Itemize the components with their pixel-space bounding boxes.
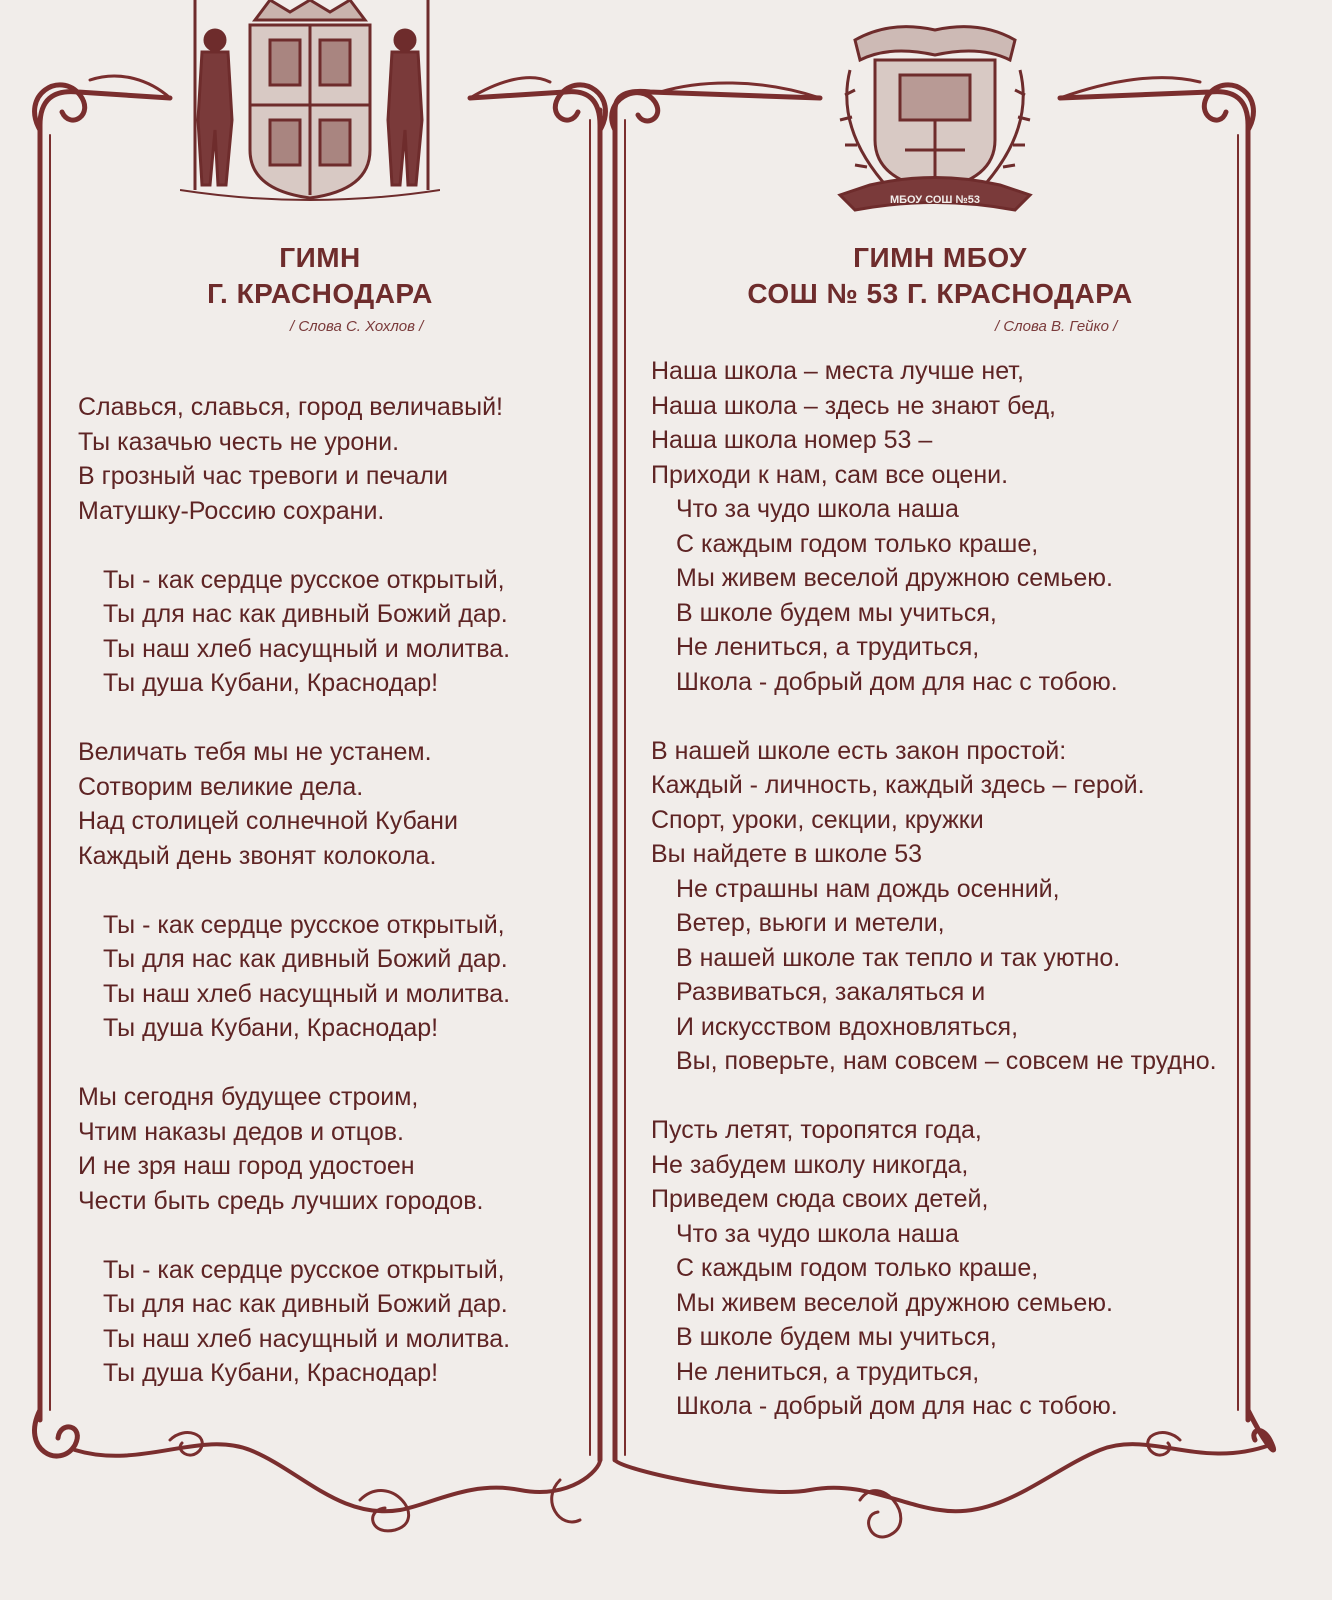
left-verse-line: Славься, славься, город величавый! — [78, 393, 503, 421]
right-verse-line: Не лениться, а трудиться, — [676, 1357, 980, 1386]
right-verse-line: В школе будем мы учиться, — [676, 598, 997, 627]
left-verse-line: Ты наш хлеб насущный и молитва. — [103, 979, 511, 1008]
left-verse-line: Ты душа Кубани, Краснодар! — [103, 1014, 439, 1042]
right-verse-line: Пусть летят, торопятся года, — [651, 1116, 982, 1144]
left-verse-line: Ты казачью честь не урони. — [78, 427, 400, 456]
school-emblem-icon — [830, 0, 1040, 230]
left-verse-line: Ты для нас как дивный Божий дар. — [103, 945, 508, 973]
right-title-line2: СОШ № 53 Г. КРАСНОДАРА — [747, 278, 1133, 309]
left-title-line1: ГИМН — [279, 242, 361, 273]
right-verse-line: В школе будем мы учиться, — [676, 1323, 997, 1351]
left-verse-line: Величать тебя мы не устанем. — [78, 738, 432, 766]
right-verse-line: Мы живем веселой дружною семьею. — [676, 1288, 1113, 1317]
right-credit: / Слова В. Гейко / — [995, 318, 1118, 335]
right-verse-line: Наша школа – места лучше нет, — [651, 357, 1024, 385]
right-verse-line: Не лениться, а трудиться, — [676, 633, 980, 661]
right-verse-line: Спорт, уроки, секции, кружки — [651, 805, 984, 834]
right-title-line1: ГИМН МБОУ — [853, 242, 1027, 273]
krasnodar-coat-of-arms-icon — [180, 0, 440, 205]
right-verse-line: В нашей школе так тепло и так уютно. — [676, 943, 1121, 972]
left-verse-line: Чести быть средь лучших городов. — [78, 1186, 484, 1215]
right-verse-line: С каждым годом только краше, — [676, 1254, 1039, 1282]
left-title-line2: Г. КРАСНОДАРА — [207, 278, 433, 309]
right-verse-line: Каждый - личность, каждый здесь – герой. — [651, 771, 1145, 799]
right-verse-line: Не страшны нам дождь осенний, — [676, 874, 1060, 903]
right-verse-line: С каждым годом только краше, — [676, 529, 1039, 558]
school-emblem-ribbon-text: МБОУ СОШ №53 — [889, 194, 981, 206]
right-verse-line: Школа - добрый дом для нас с тобою. — [676, 667, 1118, 696]
left-verse-line: Чтим наказы дедов и отцов. — [78, 1117, 404, 1146]
left-verse-line: Ты для нас как дивный Божий дар. — [103, 600, 508, 628]
left-verse-line: Матушку-Россию сохрани. — [78, 496, 385, 525]
left-verse-line: Сотворим великие дела. — [78, 772, 364, 801]
left-verse-line: Ты наш хлеб насущный и молитва. — [103, 1324, 511, 1353]
left-verse-line: Мы сегодня будущее строим, — [78, 1083, 419, 1111]
right-verse-line: Развиваться, закаляться и — [676, 978, 986, 1006]
left-verse-line: Ты для нас как дивный Божий дар. — [103, 1290, 508, 1318]
right-verse-line: Вы, поверьте, нам совсем – совсем не трудно. — [676, 1047, 1217, 1075]
left-verse-line: Ты наш хлеб насущный и молитва. — [103, 634, 511, 663]
right-verse-line: Вы найдете в школе 53 — [651, 840, 923, 868]
right-verse-line: Не забудем школу никогда, — [651, 1150, 969, 1179]
left-verse-line: Ты - как сердце русское открытый, — [103, 1255, 505, 1284]
right-verse-line: Мы живем веселой дружною семьею. — [676, 564, 1113, 592]
right-verse-line: Приходи к нам, сам все оцени. — [651, 460, 1009, 489]
right-verse-line: Приведем сюда своих детей, — [651, 1185, 989, 1213]
left-verse-line: Над столицей солнечной Кубани — [78, 807, 458, 835]
left-verse-line: В грозный час тревоги и печали — [78, 462, 448, 490]
left-verse-line: Ты душа Кубани, Краснодар! — [103, 669, 439, 697]
left-verse-line: Ты душа Кубани, Краснодар! — [103, 1359, 439, 1387]
left-verse-line: И не зря наш город удостоен — [78, 1152, 415, 1180]
left-verse-line: Ты - как сердце русское открытый, — [103, 910, 505, 939]
left-credit: / Слова С. Хохлов / — [290, 318, 424, 335]
right-verse-line: Наша школа номер 53 – — [651, 426, 933, 454]
right-verse-line: Школа - добрый дом для нас с тобою. — [676, 1392, 1118, 1420]
right-verse-line: В нашей школе есть закон простой: — [651, 736, 1067, 765]
right-verse-line: Ветер, вьюги и метели, — [676, 909, 945, 937]
left-verse-line: Ты - как сердце русское открытый, — [103, 565, 505, 594]
right-verse-line: Что за чудо школа наша — [676, 1219, 959, 1248]
right-verse-line: И искусством вдохновляться, — [676, 1012, 1019, 1041]
right-verse-line: Наша школа – здесь не знают бед, — [651, 391, 1057, 420]
right-verse-line: Что за чудо школа наша — [676, 495, 959, 523]
left-verse-line: Каждый день звонят колокола. — [78, 841, 437, 870]
